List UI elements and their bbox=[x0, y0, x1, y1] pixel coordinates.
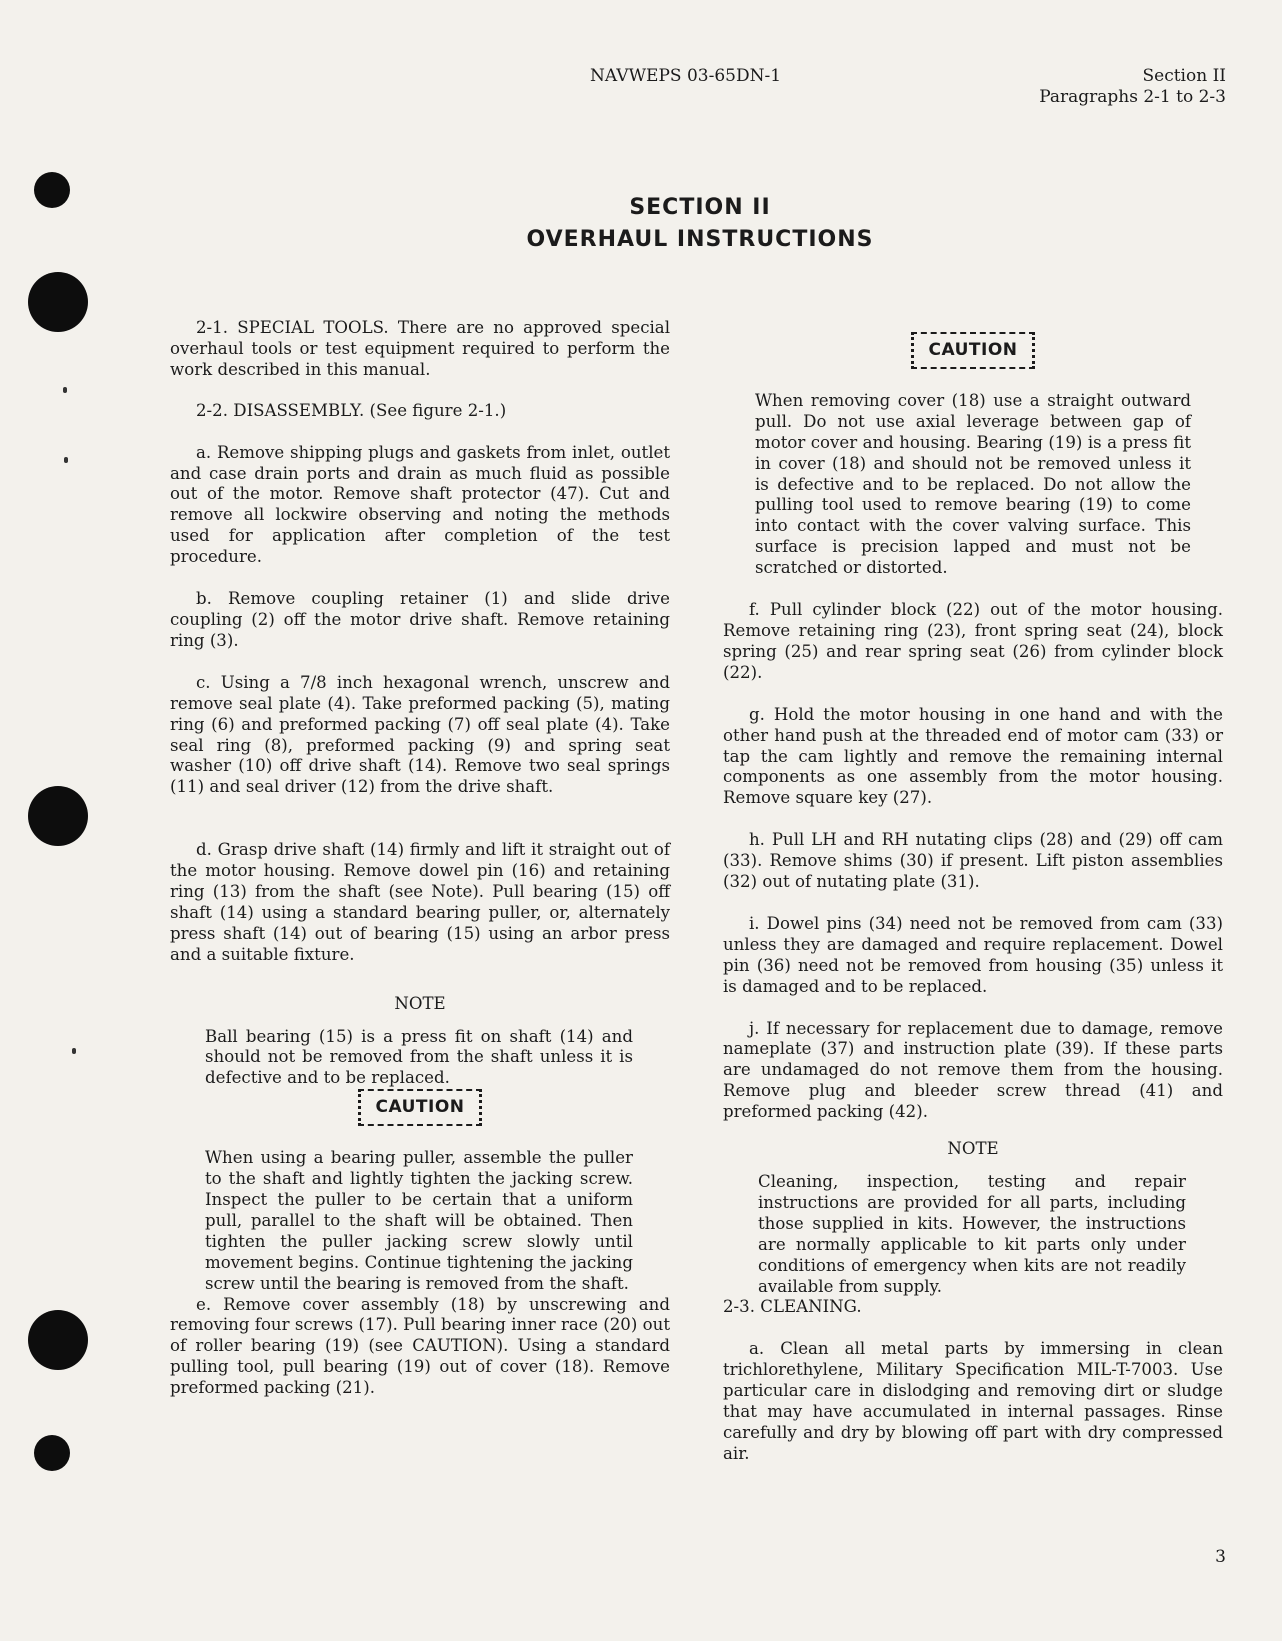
step-f: f. Pull cylinder block (22) out of the motor housing. Remove retaining ring (23), front spring seat (24), block spring (25) and rear spring seat (26) from cylinder block (22). bbox=[723, 600, 1223, 682]
header-right bbox=[1039, 66, 1226, 108]
paragraph-range: Paragraphs 2-1 to 2-3 bbox=[1039, 87, 1226, 107]
step-i: i. Dowel pins (34) need not be removed from cam (33) unless they are damaged and require replacement. Dowel pin (36) need not be removed from housing (35) unless it is damaged and to be replaced. bbox=[723, 913, 1223, 996]
binder-hole bbox=[34, 1435, 70, 1471]
caution-text: When using a bearing puller, assemble the puller to the shaft and lightly tighten the jacking screw. Inspect the puller to be certain that a uniform pull, parallel to the shaft will be obtained. Then tighten the puller jacking screw slowly until movement begins. Continue tightening the jacking screw until the bearing is removed from the shaft. bbox=[205, 1148, 633, 1293]
caution-label: CAUTION bbox=[358, 1089, 481, 1126]
step-a: a. Remove shipping plugs and gaskets from inlet, outlet and case drain ports and drain as much fluid as possible out of the motor. Remove shaft protector (47). Cut and remove all lockwire observing and noting the methods used for application after completion of the test procedure. bbox=[170, 442, 670, 567]
document-number: NAVWEPS 03-65DN-1 bbox=[590, 66, 782, 86]
paragraph-2-3: 2-3. CLEANING. bbox=[723, 1297, 862, 1317]
binder-hole bbox=[28, 272, 88, 332]
right-column bbox=[723, 318, 1223, 1465]
caution-label: CAUTION bbox=[911, 332, 1034, 369]
step-j: j. If necessary for replacement due to damage, remove nameplate (37) and instruction plate (39). If these parts are undamaged do not remove them from the housing. Remove plug and bleeder screw thread (41) and preformed packing (42). bbox=[723, 1018, 1223, 1122]
section-title-line1: SECTION II bbox=[629, 195, 771, 220]
left-column bbox=[170, 318, 670, 1399]
caution-box bbox=[723, 332, 1223, 369]
page-number: 3 bbox=[1215, 1547, 1226, 1567]
section-label: Section II bbox=[1142, 66, 1226, 86]
paragraph-2-2: 2-2. DISASSEMBLY. (See figure 2-1.) bbox=[196, 400, 507, 420]
paragraph-2-1: 2-1. SPECIAL TOOLS. There are no approved special overhaul tools or test equipment required to perform the work described in this manual. bbox=[170, 318, 670, 379]
binder-hole bbox=[28, 1310, 88, 1370]
step-b: b. Remove coupling retainer (1) and slide drive coupling (2) off the motor drive shaft. Remove retaining ring (3). bbox=[170, 589, 670, 650]
step-h: h. Pull LH and RH nutating clips (28) and (29) off cam (33). Remove shims (30) if present. Lift piston assemblies (32) out of nutating plate (31). bbox=[723, 830, 1223, 892]
note-title: NOTE bbox=[394, 993, 446, 1013]
step-c: c. Using a 7/8 inch hexagonal wrench, unscrew and remove seal plate (4). Take preformed packing (5), mating ring (6) and preformed packing (7) off seal plate (4). Take seal ring (8), preformed packing (9) and spring seat washer (10) off drive shaft (14). Remove two seal springs (11) and seal driver (12) from the drive shaft. bbox=[170, 672, 670, 797]
caution-box bbox=[170, 1089, 670, 1126]
scan-speck bbox=[72, 1048, 76, 1054]
section-title bbox=[0, 192, 1282, 256]
scan-speck bbox=[63, 387, 67, 393]
step-e: e. Remove cover assembly (18) by unscrewing and removing four screws (17). Pull bearing inner race (20) out of roller bearing (19) (see CAUTION). Using a standard pulling tool, pull bearing (19) out of cover (18). Remove preformed packing (21). bbox=[170, 1294, 670, 1398]
note-text: Ball bearing (15) is a press fit on shaft (14) and should not be removed from the shaft unless it is defective and to be replaced. bbox=[205, 1026, 633, 1088]
step-2-3-a: a. Clean all metal parts by immersing in clean trichlorethylene, Military Specification MIL-T-7003. Use particular care in dislodging and removing dirt or sludge that may have accumulated in internal passages. Rinse carefully and dry by blowing off part with dry compressed air. bbox=[723, 1339, 1223, 1463]
note-text: Cleaning, inspection, testing and repair instructions are provided for all parts, including those supplied in kits. However, the instructions are normally applicable to kit parts only under conditions of emergency when kits are not readily available from supply. bbox=[758, 1172, 1186, 1296]
binder-hole bbox=[28, 786, 88, 846]
step-d: d. Grasp drive shaft (14) firmly and lift it straight out of the motor housing. Remove dowel pin (16) and retaining ring (13) from the shaft (see Note). Pull bearing (15) off shaft (14) using a standard bearing puller, or, alternately press shaft (14) out of bearing (15) using an arbor press and a suitable fixture. bbox=[170, 840, 670, 964]
step-g: g. Hold the motor housing in one hand and with the other hand push at the threaded end of motor cam (33) or tap the cam lightly and remove the remaining internal components as one assembly from the motor housing. Remove square key (27). bbox=[723, 704, 1223, 808]
caution-text: When removing cover (18) use a straight outward pull. Do not use axial leverage between gap of motor cover and housing. Bearing (19) is a press fit in cover (18) and should not be removed unless it is defective and to be replaced. Do not allow the pulling tool used to remove bearing (19) to come into contact with the cover valving surface. This surface is precision lapped and must not be scratched or distorted. bbox=[755, 390, 1191, 578]
scan-speck bbox=[64, 457, 68, 463]
note-title: NOTE bbox=[947, 1139, 999, 1159]
section-title-line2: OVERHAUL INSTRUCTIONS bbox=[526, 227, 874, 252]
